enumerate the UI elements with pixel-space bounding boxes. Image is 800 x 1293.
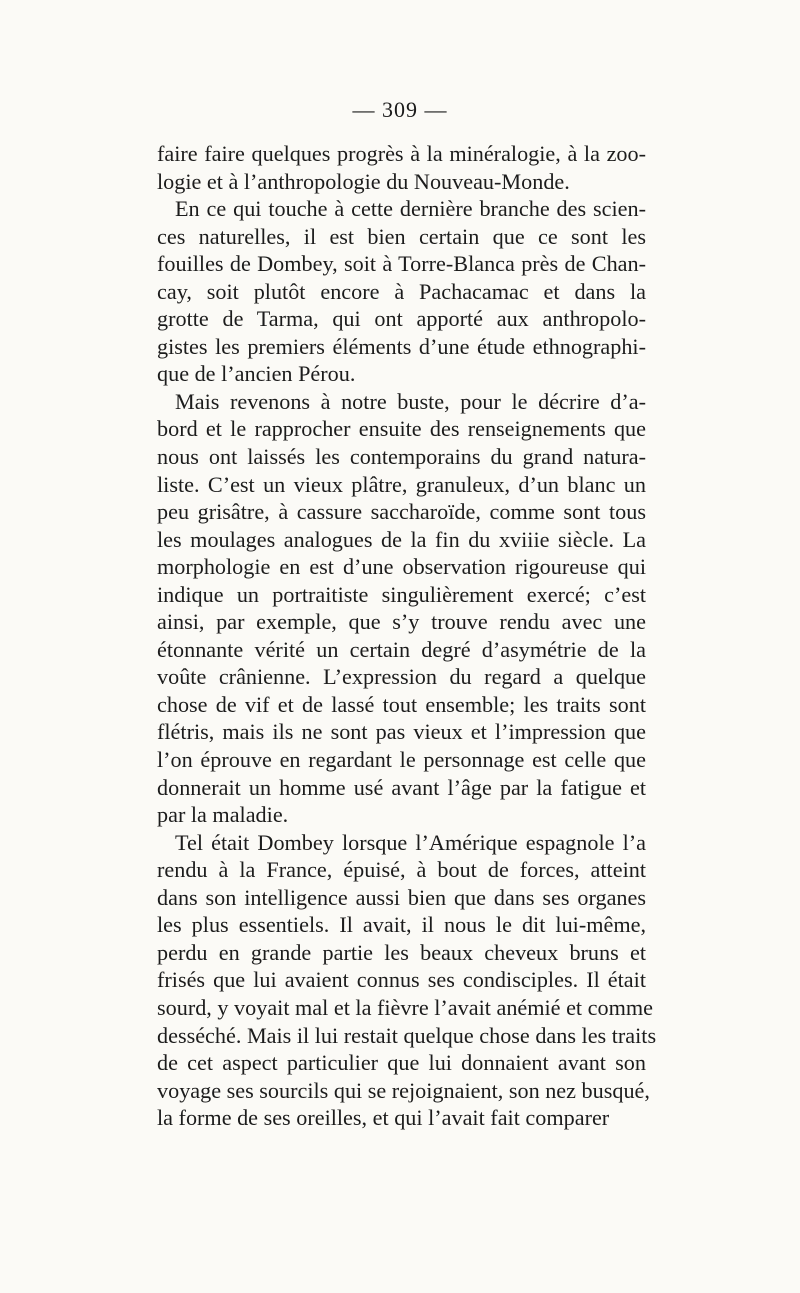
text-line: la forme de ses oreilles, et qui l’avait fait comparer: [157, 1105, 610, 1131]
text-line: fouilles de Dombey, soit à Torre-Blanca près de Chan-: [157, 251, 646, 277]
text-line: perdu en grande partie les beaux cheveux bruns et: [157, 939, 646, 965]
text-line: gistes les premiers éléments d’une étude ethnographi-: [157, 333, 646, 359]
text-line: desséché. Mais il lui restait quelque chose dans les traits: [157, 1022, 657, 1048]
text-line: de cet aspect particulier que lui donnaient avant son: [157, 1050, 646, 1076]
text-line: l’on éprouve en regardant le personnage est celle que: [157, 747, 646, 773]
text-line: voûte crânienne. L’expression du regard a quelque: [157, 664, 646, 690]
text-line: logie et à l’anthropologie du Nouveau-Monde.: [157, 168, 570, 194]
text-line: peu grisâtre, à cassure saccharoïde, comme sont tous: [157, 499, 646, 525]
text-line: Tel était Dombey lorsque l’Amérique espagnole l’a: [175, 829, 646, 855]
text-line: chose de vif et de lassé tout ensemble; les traits sont: [157, 691, 646, 717]
text-line: les moulages analogues de la fin du xviiie siècle. La: [157, 526, 646, 552]
text-line: ainsi, par exemple, que s’y trouve rendu avec une: [157, 609, 646, 635]
text-line: ces naturelles, il est bien certain que ce sont les: [157, 223, 646, 249]
text-line: grotte de Tarma, qui ont apporté aux anthropolo-: [157, 306, 646, 332]
text-line: nous ont laissés les contemporains du grand natura-: [157, 444, 646, 470]
text-line: Mais revenons à notre buste, pour le décrire d’a-: [175, 388, 646, 414]
text-line: donnerait un homme usé avant l’âge par la fatigue et: [157, 774, 646, 800]
text-line: indique un portraitiste singulièrement exercé; c’est: [157, 581, 646, 607]
text-line: voyage ses sourcils qui se rejoignaient, son nez busqué,: [157, 1077, 650, 1103]
text-line: En ce qui touche à cette dernière branche des scien-: [175, 196, 646, 222]
text-line: dans son intelligence aussi bien que dans ses organes: [157, 884, 646, 910]
text-line: étonnante vérité un certain degré d’asymétrie de la: [157, 636, 646, 662]
text-line: liste. C’est un vieux plâtre, granuleux, d’un blanc un: [157, 471, 646, 497]
text-line: que de l’ancien Pérou.: [157, 361, 356, 387]
text-line: les plus essentiels. Il avait, il nous le dit lui-même,: [157, 912, 646, 938]
text-line: rendu à la France, épuisé, à bout de forces, atteint: [157, 857, 646, 883]
text-line: faire faire quelques progrès à la minéralogie, à la zoo-: [157, 141, 646, 166]
text-line: morphologie en est d’une observation rigoureuse qui: [157, 554, 646, 580]
text-line: frisés que lui avaient connus ses condisciples. Il était: [157, 967, 646, 993]
text-line: cay, soit plutôt encore à Pachacamac et dans la: [157, 278, 646, 304]
body-text: [157, 140, 657, 1132]
text-line: flétris, mais ils ne sont pas vieux et l’impression que: [157, 719, 646, 745]
text-line: par la maladie.: [157, 802, 289, 828]
text-line: sourd, y voyait mal et la fièvre l’avait anémié et comme: [157, 994, 653, 1020]
page-number: — 309 —: [352, 97, 448, 122]
text-line: bord et le rapprocher ensuite des renseignements que: [157, 416, 646, 442]
